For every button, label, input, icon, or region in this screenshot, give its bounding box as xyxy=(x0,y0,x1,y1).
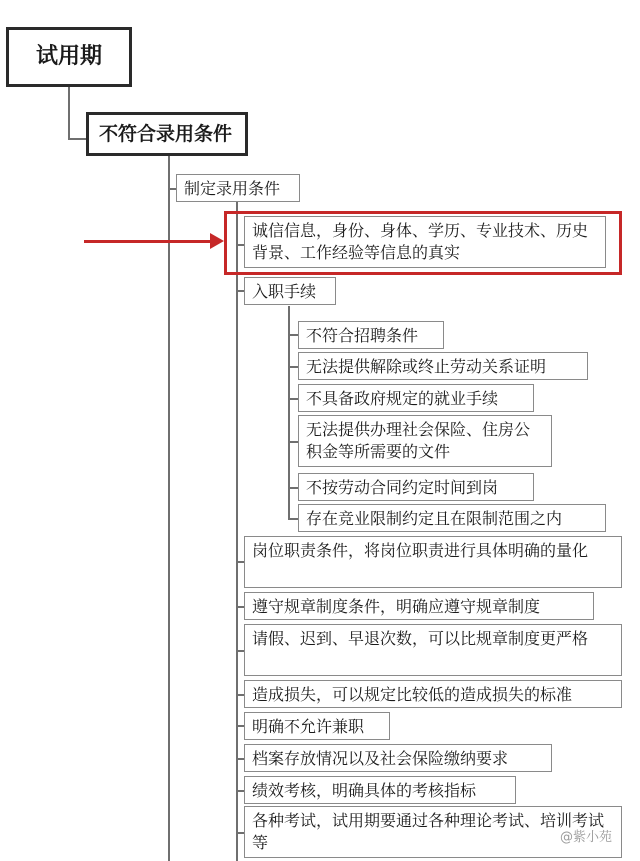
condition-item-duties[interactable]: 岗位职责条件，将岗位职责进行具体明确的量化 xyxy=(244,536,622,588)
branch-node[interactable]: 不符合录用条件 xyxy=(86,112,248,156)
condition-item-onboarding[interactable]: 入职手续 xyxy=(244,277,336,305)
connector-sub-6 xyxy=(288,518,298,520)
condition-item-integrity[interactable]: 诚信信息，身份、身体、学历、专业技术、历史背景、工作经验等信息的真实 xyxy=(244,216,606,268)
root-node[interactable]: 试用期 xyxy=(6,27,132,87)
connector-item-3 xyxy=(236,561,244,563)
watermark: @紫小苑 xyxy=(560,830,613,845)
connector-item-5 xyxy=(236,650,244,652)
onboarding-item-4[interactable]: 无法提供办理社会保险、住房公积金等所需要的文件 xyxy=(298,415,552,467)
highlight-box xyxy=(224,211,622,275)
onboarding-item-6[interactable]: 存在竞业限制约定且在限制范围之内 xyxy=(298,504,606,532)
connector-root-branch xyxy=(68,138,86,140)
onboarding-item-3[interactable]: 不具备政府规定的就业手续 xyxy=(298,384,534,412)
condition-item-exams[interactable]: 各种考试，试用期要通过各种理论考试、培训考试等 xyxy=(244,806,622,858)
connector-item-6 xyxy=(236,694,244,696)
connector-branch-trunk xyxy=(168,154,170,861)
connector-root-trunk xyxy=(68,86,70,140)
condition-item-no-side-job[interactable]: 明确不允许兼职 xyxy=(244,712,390,740)
connector-item-2 xyxy=(236,290,244,292)
connector-item-8 xyxy=(236,758,244,760)
connector-conditions xyxy=(168,188,176,190)
connector-item-4 xyxy=(236,606,244,608)
connector-sub-1 xyxy=(288,334,298,336)
annotation-arrow-head xyxy=(210,233,224,249)
conditions-node[interactable]: 制定录用条件 xyxy=(176,174,300,202)
annotation-arrow xyxy=(84,240,212,243)
onboarding-item-2[interactable]: 无法提供解除或终止劳动关系证明 xyxy=(298,352,588,380)
connector-sub-4 xyxy=(288,441,298,443)
connector-sub-5 xyxy=(288,487,298,489)
onboarding-item-1[interactable]: 不符合招聘条件 xyxy=(298,321,444,349)
condition-item-records[interactable]: 档案存放情况以及社会保险缴纳要求 xyxy=(244,744,552,772)
connector-sub-3 xyxy=(288,398,298,400)
condition-item-loss[interactable]: 造成损失，可以规定比较低的造成损失的标准 xyxy=(244,680,622,708)
connector-sub-2 xyxy=(288,366,298,368)
condition-item-rules[interactable]: 遵守规章制度条件，明确应遵守规章制度 xyxy=(244,592,594,620)
condition-item-performance[interactable]: 绩效考核，明确具体的考核指标 xyxy=(244,776,516,804)
onboarding-item-5[interactable]: 不按劳动合同约定时间到岗 xyxy=(298,473,534,501)
condition-item-attendance[interactable]: 请假、迟到、早退次数，可以比规章制度更严格 xyxy=(244,624,622,676)
connector-item-7 xyxy=(236,725,244,727)
connector-item-9 xyxy=(236,790,244,792)
connector-items-trunk xyxy=(236,200,238,861)
connector-item-10 xyxy=(236,832,244,834)
